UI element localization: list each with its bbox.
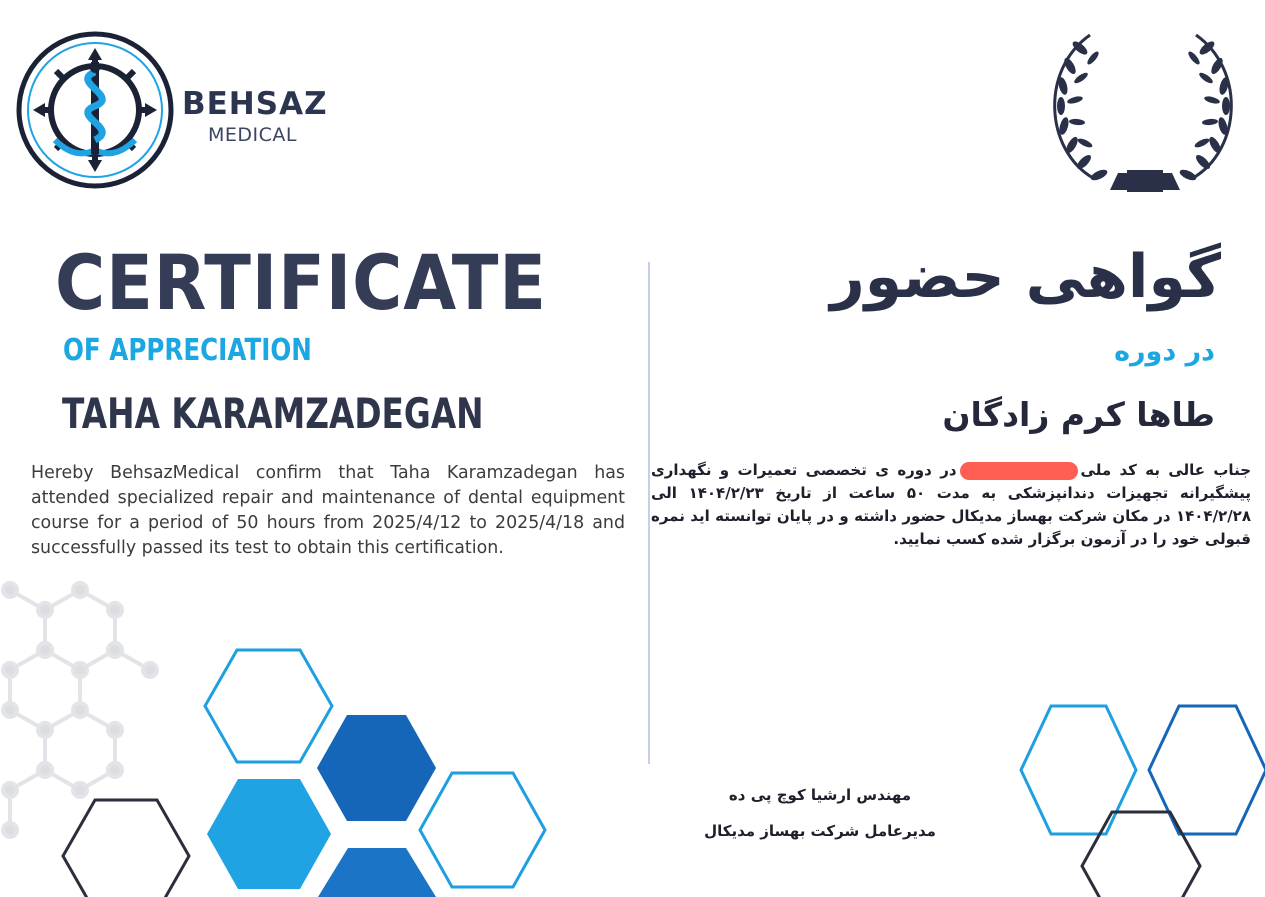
certificate-body-persian — [651, 459, 1251, 551]
hexagon-filled-dark — [317, 715, 436, 821]
body-persian-intro: جناب عالی به کد ملی — [1080, 461, 1251, 479]
certificate-body-english: Hereby BehsazMedical confirm that Taha Karamzadegan has attended specialized repair and maintenance of dental equipment course for a period of 50 hours from 2025/4/12 to 2025/4/18 and successfully passed its test to obtain this certification. — [31, 463, 625, 558]
laurel-wreath-icon — [1055, 35, 1232, 192]
brand-subtitle: MEDICAL — [208, 124, 297, 146]
hexagon-cluster-left — [63, 650, 545, 897]
hexagon-outline — [1149, 706, 1265, 834]
signatory-title: مدیرعامل شرکت بهساز مدیکال — [704, 822, 936, 840]
hexagon-cluster-right — [1021, 706, 1265, 897]
body-persian-rest: در دوره ی تخصصی تعمیرات و نگهداری پیشگیرانه تجهیزات دندانپزشکی به مدت ۵۰ ساعت از تاریخ ۱۴۰۴/۲/۲۳ الی ۱۴۰۴/۲/۲۸ در مکان شرکت بهساز مدیکال حضور داشته و در پایان توانسته اید نمره قبولی خود را در آزمون برگزار شده کسب نمایید. — [651, 461, 1251, 548]
certificate-title: CERTIFICATE — [55, 238, 547, 327]
certificate-title-persian: گواهی حضور — [830, 242, 1221, 312]
hexagon-outline-dark — [63, 800, 189, 897]
hexagon-filled-mid — [318, 848, 436, 897]
signatory-name: مهندس ارشیا کوچ پی ده — [728, 786, 912, 804]
certificate-subtitle-persian: در دوره — [1114, 336, 1215, 367]
recipient-name-english: TAHA KARAMZADEGAN — [62, 389, 484, 438]
hexagon-filled-light — [207, 779, 331, 889]
recipient-name-persian: طاها کرم زادگان — [942, 395, 1215, 434]
brand-name: BEHSAZ — [182, 86, 328, 122]
behsaz-logo-emblem — [19, 34, 171, 186]
redacted-national-id — [960, 462, 1078, 480]
vertical-divider — [648, 262, 650, 764]
certificate-subtitle: OF APPRECIATION — [63, 333, 312, 368]
hexagon-outline — [1021, 706, 1136, 834]
hexagon-outline — [205, 650, 332, 762]
hexagon-outline — [420, 773, 545, 887]
hexagon-outline-dark — [1082, 812, 1200, 897]
